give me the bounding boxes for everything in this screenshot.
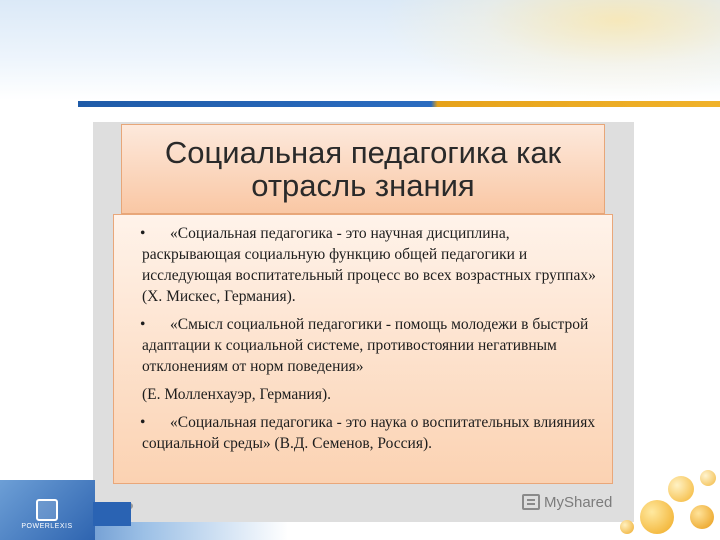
paragraph-4 xyxy=(142,412,602,454)
paragraph-3 xyxy=(142,384,602,405)
footer-blue-block xyxy=(93,502,131,526)
header-glow xyxy=(380,0,720,100)
paragraph-1 xyxy=(142,223,602,307)
paragraph-1-text: «Социальная педагогика - это научная дисциплина, раскрывающая социальную функцию общей педагогики и исследующая воспитательный процесс во всех возрастных группах» (Х. Мискес, Германия). xyxy=(142,225,596,305)
decorative-orb xyxy=(690,505,714,529)
decorative-orb xyxy=(640,500,674,534)
logo-icon xyxy=(36,499,58,521)
watermark xyxy=(522,492,612,512)
slide-title: Социальная педагогика как отрасль знания xyxy=(164,135,562,203)
brand-logo xyxy=(12,490,82,530)
slide-body-box xyxy=(113,214,613,484)
decorative-orb xyxy=(620,520,634,534)
decorative-orb xyxy=(700,470,716,486)
paragraph-2-text: «Смысл социальной педагогики - помощь молодежи в быстрой адаптации к социальной системе, противостоянии негативным отклонениям от норм поведения» xyxy=(142,316,589,375)
paragraph-4-text: «Социальная педагогика - это наука о воспитательных влияниях социальной среды» (В.Д. Семенов, Россия). xyxy=(142,414,596,452)
paragraph-3-text: (Е. Молленхауэр, Германия). xyxy=(142,386,332,403)
presentation-board-icon xyxy=(522,494,540,510)
paragraph-2 xyxy=(142,314,602,377)
logo-text: POWERLEXIS xyxy=(21,523,73,530)
decorative-orb xyxy=(668,476,694,502)
slide-title-box xyxy=(121,124,605,214)
header-accent-stripe xyxy=(78,101,720,107)
watermark-text: MyShared xyxy=(544,493,613,511)
